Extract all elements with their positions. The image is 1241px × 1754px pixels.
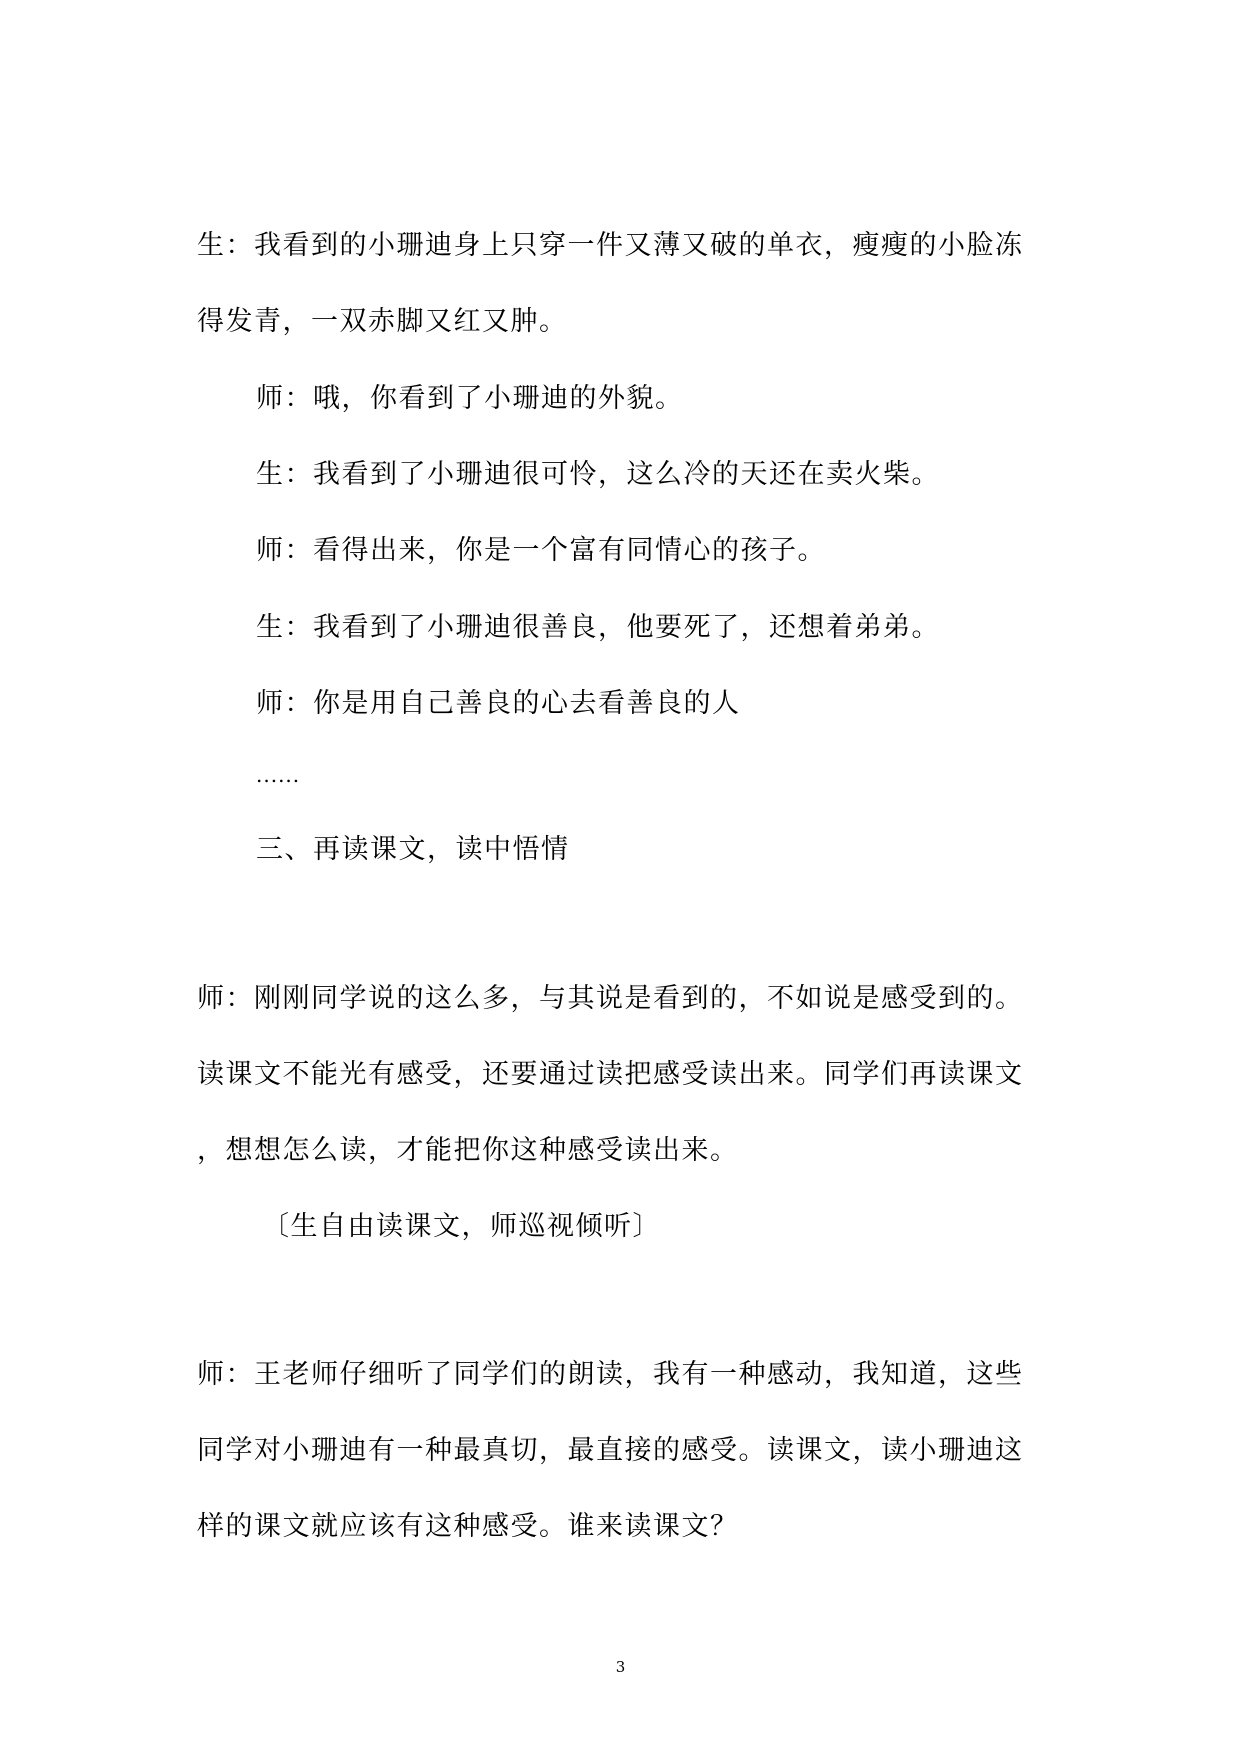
section-heading: 三、再读课文，读中悟情 [256,834,570,865]
text-line: 师：看得出来，你是一个富有同情心的孩子。 [256,535,826,566]
text-line: 样的课文就应该有这种感受。谁来读课文？ [197,1511,739,1542]
text-line: 师：刚刚同学说的这么多，与其说是看到的，不如说是感受到的。 [197,983,1024,1014]
stage-direction: 〔生自由读课文，师巡视倾听〕 [262,1211,661,1242]
text-line: 师：王老师仔细听了同学们的朗读，我有一种感动，我知道，这些 [197,1359,1024,1390]
text-line: 师：哦，你看到了小珊迪的外貌。 [256,383,684,414]
text-line: 师：你是用自己善良的心去看善良的人 [256,688,741,719]
ellipsis-line: ...... [256,763,301,787]
page-number: 3 [615,1658,626,1676]
text-line: 同学对小珊迪有一种最真切，最直接的感受。读课文，读小珊迪这 [197,1435,1024,1466]
text-line: 读课文不能光有感受，还要通过读把感受读出来。同学们再读课文 [197,1059,1024,1090]
text-line: 得发青，一双赤脚又红又肿。 [197,306,568,337]
text-line: 生：我看到了小珊迪很可怜，这么冷的天还在卖火柴。 [256,459,940,490]
text-line: 生：我看到了小珊迪很善良，他要死了，还想着弟弟。 [256,612,940,643]
text-line: 生：我看到的小珊迪身上只穿一件又薄又破的单衣，瘦瘦的小脸冻 [197,230,1024,261]
text-line: ，想想怎么读，才能把你这种感受读出来。 [197,1135,739,1166]
